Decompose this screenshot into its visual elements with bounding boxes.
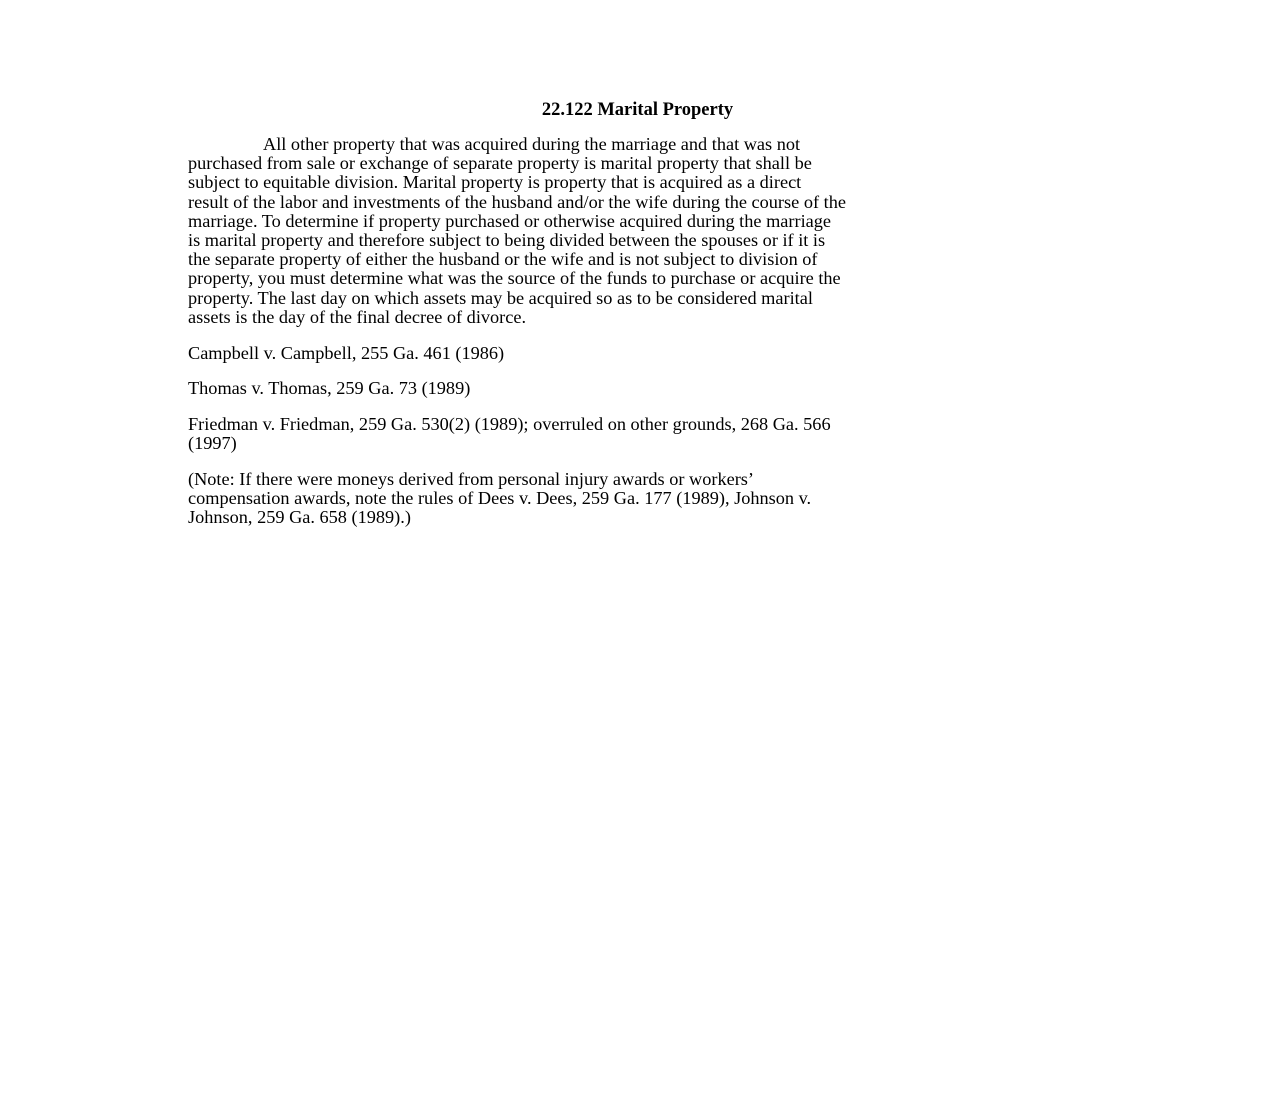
note-paragraph <box>188 470 811 528</box>
note-line: compensation awards, note the rules of Dees v. Dees, 259 Ga. 177 (1989), Johnson v. <box>188 488 812 509</box>
note-line: Johnson, 259 Ga. 658 (1989).) <box>188 507 411 528</box>
citation-thomas <box>188 379 470 398</box>
paragraph-line: All other property that was acquired during the marriage and that was not <box>263 134 801 154</box>
note-line: (Note: If there were moneys derived from personal injury awards or workers’ <box>188 469 755 489</box>
paragraph-line: assets is the day of the final decree of divorce. <box>188 306 527 327</box>
citation-line: (1997) <box>188 433 237 454</box>
paragraph-line: the separate property of either the husband or the wife and is not subject to division of <box>188 249 818 270</box>
citation-campbell <box>188 344 504 363</box>
paragraph-line: property. The last day on which assets may be acquired so as to be considered marital <box>188 287 813 308</box>
paragraph-line: is marital property and therefore subject to being divided between the spouses or if it is <box>188 230 826 251</box>
paragraph-line: marriage. To determine if property purchased or otherwise acquired during the marriage <box>188 210 832 231</box>
citation-line: Friedman v. Friedman, 259 Ga. 530(2) (1989); overruled on other grounds, 268 Ga. 566 <box>188 414 831 434</box>
paragraph-line: result of the labor and investments of the husband and/or the wife during the course of the <box>188 191 846 212</box>
citation-line: Campbell v. Campbell, 255 Ga. 461 (1986) <box>188 343 505 363</box>
paragraph-line: subject to equitable division. Marital property is property that is acquired as a direct <box>188 172 802 193</box>
paragraph-line: purchased from sale or exchange of separate property is marital property that shall be <box>188 153 812 174</box>
paragraph-line: property, you must determine what was the source of the funds to purchase or acquire the <box>188 268 841 289</box>
citation-line: Thomas v. Thomas, 259 Ga. 73 (1989) <box>188 378 471 398</box>
citation-friedman <box>188 415 831 453</box>
section-title: 22.122 Marital Property <box>541 100 734 120</box>
body-paragraph <box>188 135 846 327</box>
